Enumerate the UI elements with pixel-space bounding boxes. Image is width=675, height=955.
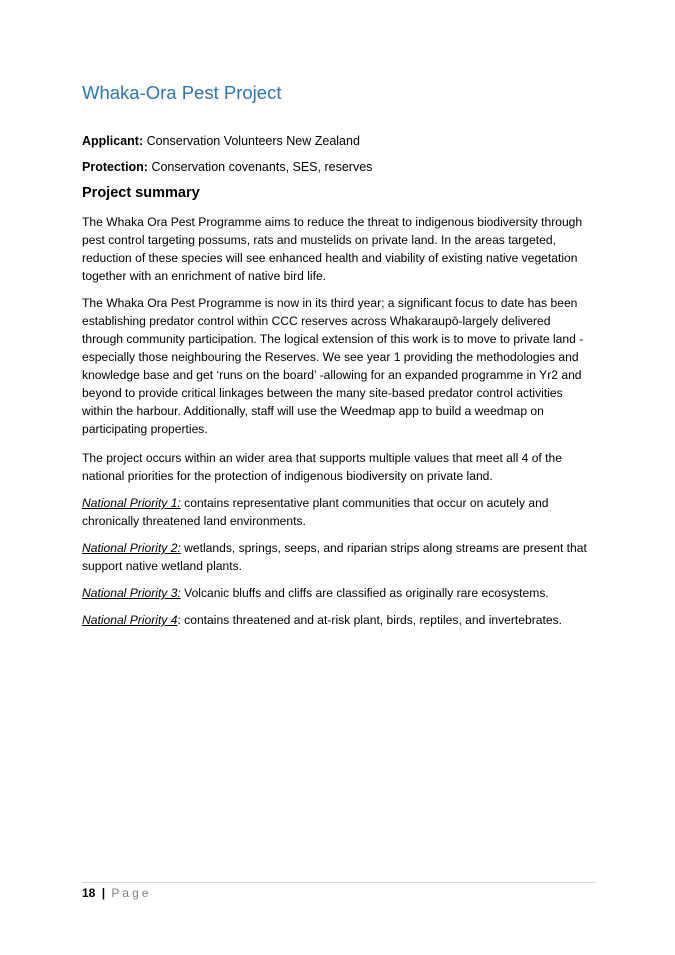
- priority-2-label: National Priority 2:: [82, 541, 181, 555]
- footer-divider: [82, 882, 596, 883]
- summary-paragraph-2: The Whaka Ora Pest Programme is now in its third year; a significant focus to date has been establishing predator control within CCC reserves across Whakaraupō-largely delivered through community participation. The logical extension of this work is to move to private land -especially those neighbouring the Reserves. We see year 1 providing the methodologies and knowledge base and get ‘runs on the board’ -allowing for an expanded programme in Yr2 and beyond to provide critical linkages between the many site-based predator control activities within the harbour. Additionally, staff will use the Weedmap app to build a weedmap on participating properties.: [82, 296, 584, 436]
- priority-4-text: : contains threatened and at-risk plant, birds, reptiles, and invertebrates.: [177, 613, 562, 627]
- applicant-value: Conservation Volunteers New Zealand: [143, 134, 360, 148]
- priority-3-text: Volcanic bluffs and cliffs are classified as originally rare ecosystems.: [180, 586, 549, 600]
- protection-value: Conservation covenants, SES, reserves: [147, 160, 373, 174]
- summary-heading: Project summary: [82, 185, 200, 201]
- summary-paragraph-3: The project occurs within an wider area that supports multiple values that meet all 4 of the national priorities for the protection of indigenous biodiversity on private land.: [82, 451, 562, 483]
- priority-1-text: contains representative plant communities that occur on acutely and chronically threatened land environments.: [82, 496, 549, 528]
- footer-separator: |: [101, 886, 106, 900]
- protection-label: Protection:: [82, 160, 148, 174]
- applicant-line: [82, 133, 360, 149]
- page-label: Page: [111, 886, 152, 900]
- priority-2-text: wetlands, springs, seeps, and riparian strips along streams are present that support native wetland plants.: [82, 541, 587, 573]
- national-priority-1: [82, 494, 594, 530]
- priority-4-label: National Priority 4: [82, 613, 178, 627]
- page-number: 18: [82, 886, 96, 900]
- project-title: Whaka-Ora Pest Project: [82, 82, 282, 103]
- protection-line: [82, 159, 372, 175]
- priority-3-label: National Priority 3:: [82, 586, 181, 600]
- summary-paragraph-1: The Whaka Ora Pest Programme aims to reduce the threat to indigenous biodiversity through pest control targeting possums, rats and mustelids on private land. In the areas targeted, reduction of these species will see enhanced health and viability of existing native vegetation together with an enrichment of native bird life.: [82, 215, 583, 283]
- national-priority-3: [82, 584, 594, 602]
- national-priority-4: [82, 611, 594, 629]
- page-footer: [82, 886, 151, 900]
- applicant-label: Applicant:: [82, 134, 144, 148]
- priority-1-label: National Priority 1:: [82, 496, 181, 510]
- national-priority-2: [82, 539, 594, 575]
